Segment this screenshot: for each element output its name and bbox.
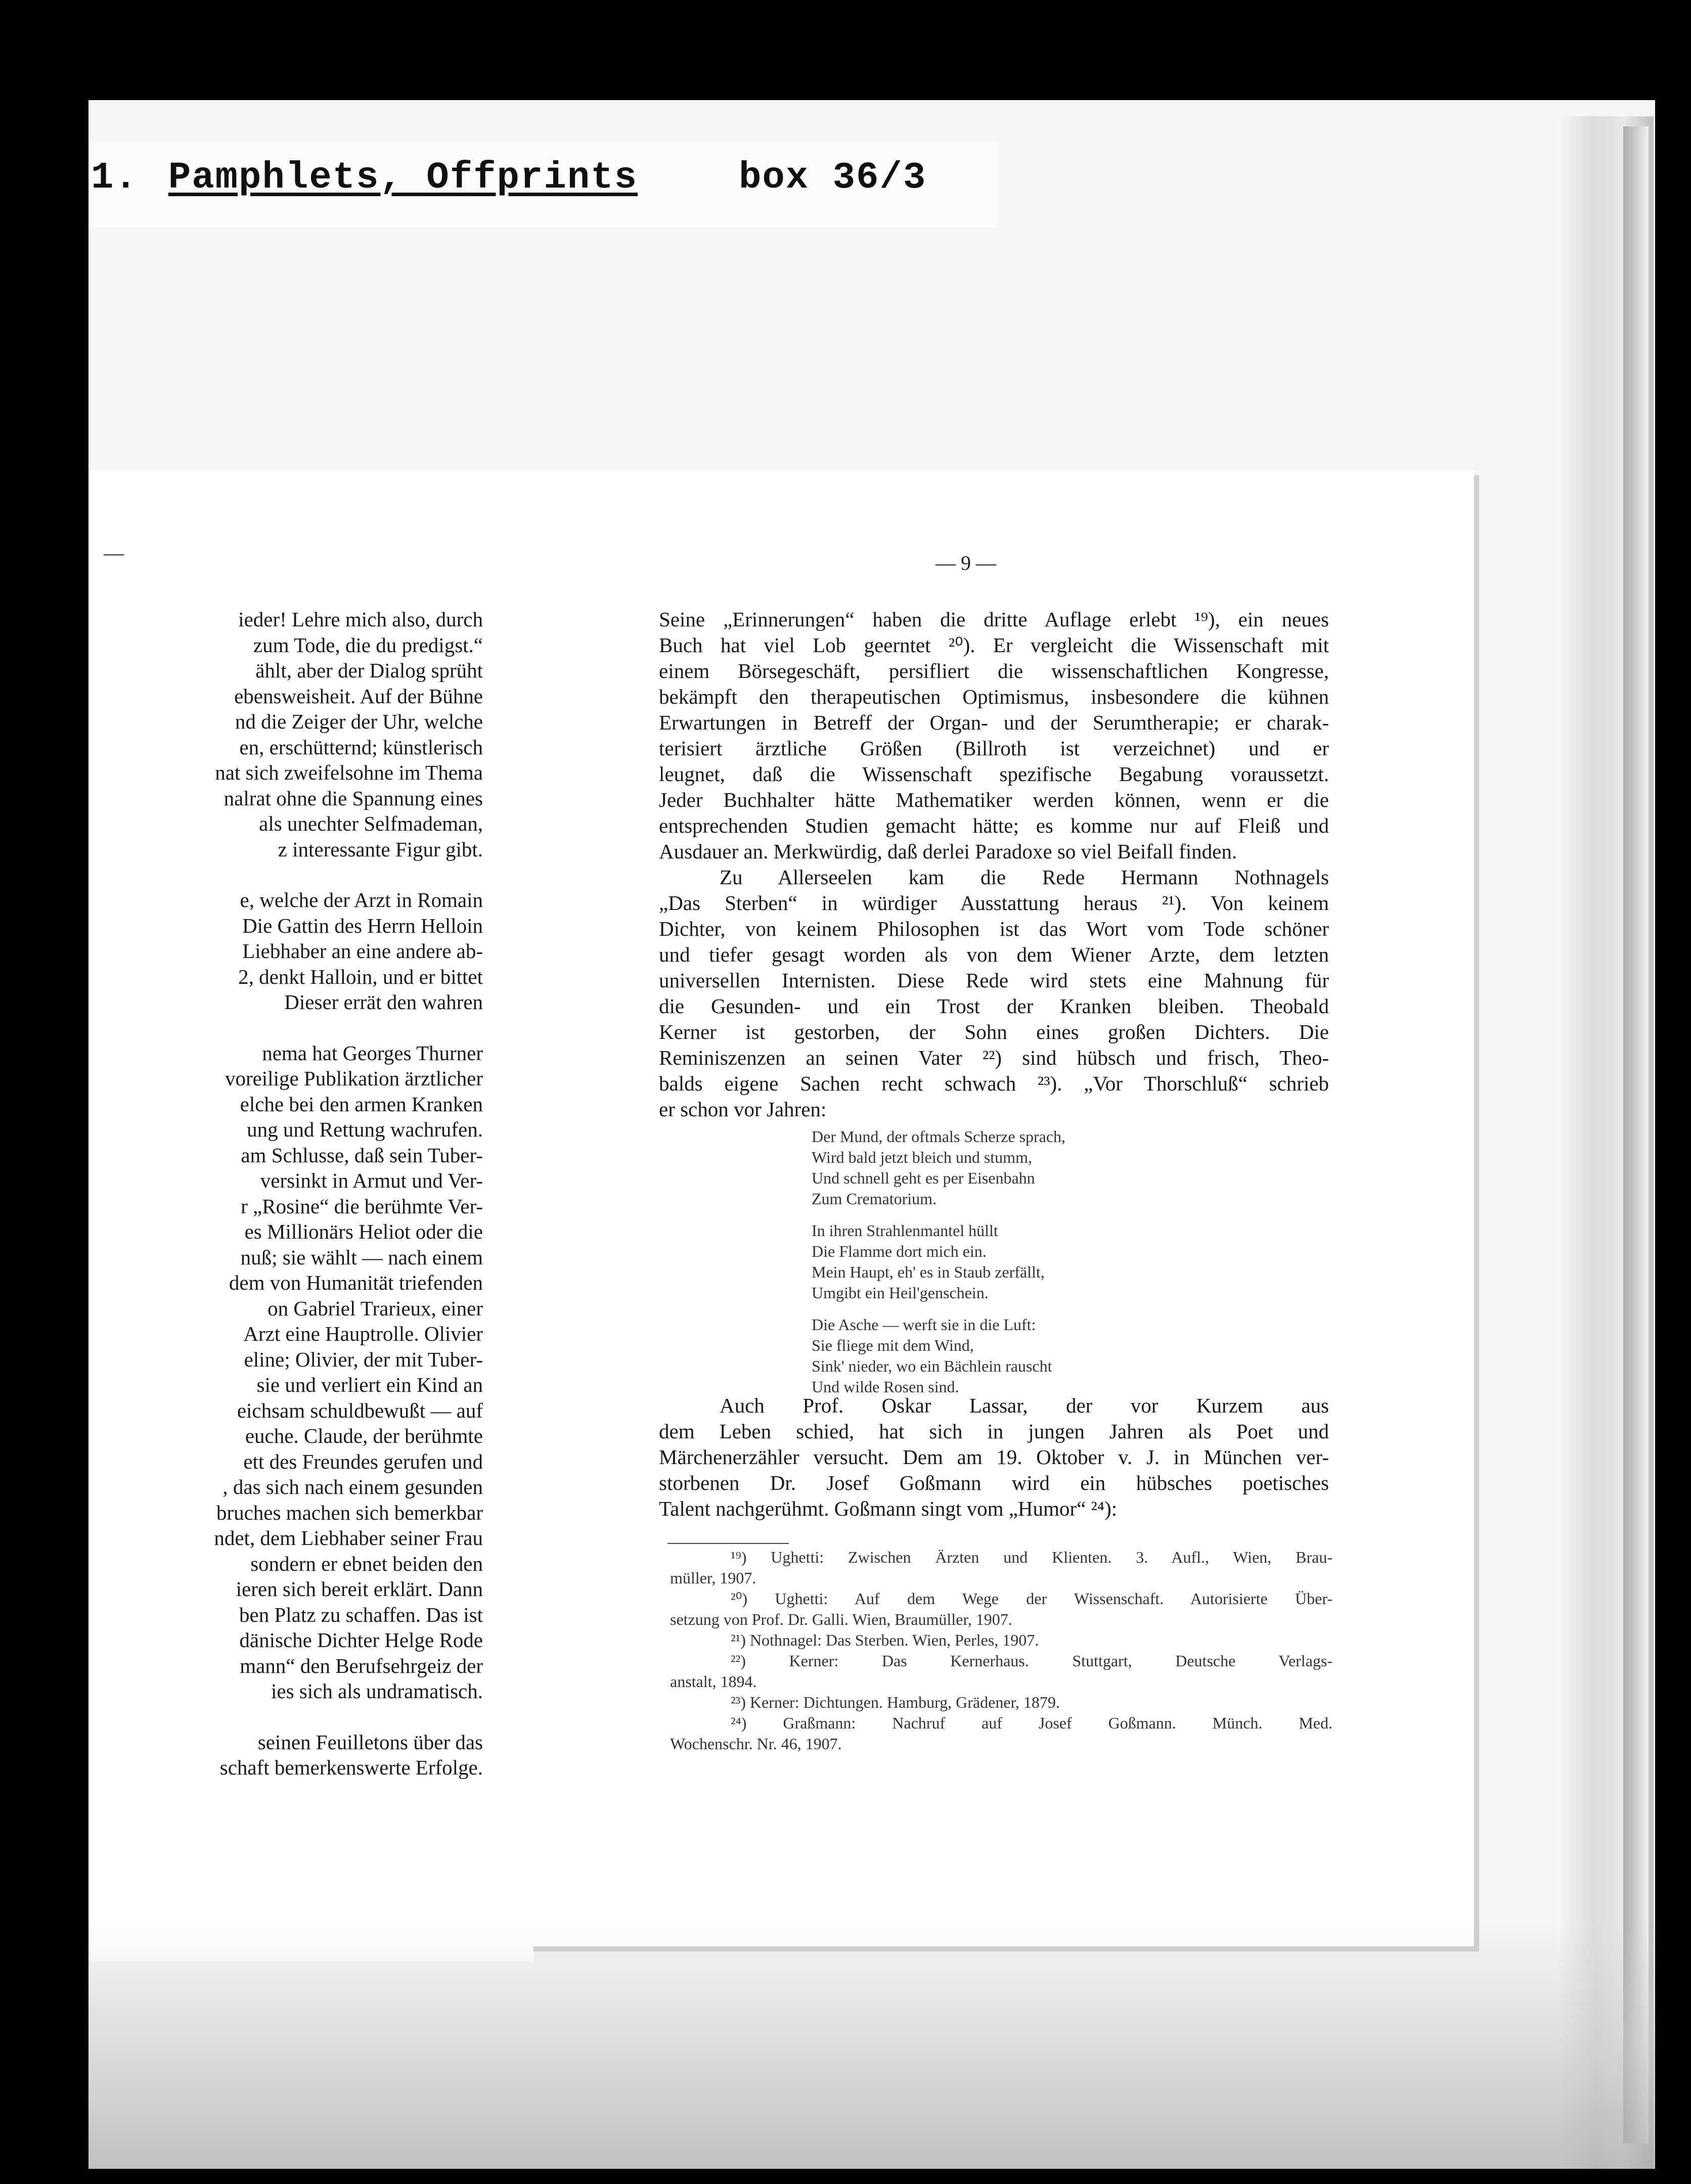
left-page-line: on Gabriel Trarieux, einer: [268, 1296, 483, 1320]
left-page-line: als unechter Selfmademan,: [259, 812, 483, 835]
left-page-line: nalrat ohne die Spannung eines: [224, 786, 483, 810]
body-line: „Das Sterben“ in würdiger Ausstattung heraus ²¹). Von keinem: [659, 891, 1329, 915]
poem-line: Die Flamme dort mich ein.: [812, 1242, 987, 1260]
footnote-line: setzung von Prof. Dr. Galli. Wien, Braumüller, 1907.: [670, 1610, 1012, 1628]
body-line: leugnet, daß die Wissenschaft spezifische Begabung voraussetzt.: [659, 762, 1329, 786]
footnotes: [670, 1547, 1332, 1754]
poem-line: Umgibt ein Heil'genschein.: [812, 1284, 989, 1302]
left-page-line: am Schlusse, daß sein Tuber-: [241, 1143, 483, 1167]
body-line: Buch hat viel Lob geerntet ²⁰). Er vergleicht die Wissenschaft mit: [659, 633, 1329, 657]
poem-line: Mein Haupt, eh' es in Staub zerfällt,: [812, 1263, 1045, 1281]
body-text-continued: [659, 1393, 1329, 1522]
left-page-line: Arzt eine Hauptrolle. Olivier: [243, 1322, 483, 1345]
body-line: Ausdauer an. Merkwürdig, daß derlei Paradoxe so viel Beifall finden.: [659, 840, 1237, 863]
label-title: Pamphlets, Offprints: [168, 157, 638, 199]
left-page-line: elche bei den armen Kranken: [240, 1092, 483, 1116]
left-page-line: [94, 1704, 483, 1730]
poem-stanza: [812, 1314, 1065, 1397]
left-page-line: nuß; sie wählt — nach einem: [240, 1245, 483, 1269]
body-line: er schon vor Jahren:: [659, 1098, 827, 1121]
body-line: balds eigene Sachen recht schwach ²³). „Vor Thorschluß“ schrieb: [659, 1072, 1329, 1095]
body-line: Seine „Erinnerungen“ haben die dritte Auflage erlebt ¹⁹), ein neues: [659, 608, 1329, 631]
poem-line: Sink' nieder, wo ein Bächlein rauscht: [812, 1357, 1052, 1375]
left-page-line: ies sich als undramatisch.: [271, 1679, 483, 1703]
footnote-line: anstalt, 1894.: [670, 1672, 757, 1691]
left-page-line: eichsam schuldbewußt — auf: [237, 1398, 483, 1422]
poem-line: Und schnell geht es per Eisenbahn: [812, 1169, 1035, 1187]
body-line: Erwartungen in Betreff der Organ- und der Serumtherapie; er charak-: [659, 711, 1329, 734]
left-page-line: [94, 1015, 483, 1040]
left-page-line: z interessante Figur gibt.: [278, 837, 483, 861]
body-line: einem Börsegeschäft, persifliert die wissenschaftlichen Kongresse,: [659, 659, 1329, 682]
poem-line: Wird bald jetzt bleich und stumm,: [812, 1148, 1032, 1166]
left-page-line: ebensweisheit. Auf der Bühne: [234, 684, 483, 708]
poem-line: Die Asche — werft sie in die Luft:: [812, 1315, 1036, 1334]
poem-stanza: [812, 1220, 1065, 1303]
left-page-line: e, welche der Arzt in Romain: [240, 888, 483, 912]
body-line: universellen Internisten. Diese Rede wird stets eine Mahnung für: [659, 969, 1329, 992]
left-page-line: bruches machen sich bemerkbar: [216, 1500, 483, 1524]
body-text: [659, 607, 1329, 1122]
left-page-line: sondern er ebnet beiden den: [250, 1552, 483, 1575]
label-box: box 36/3: [738, 157, 927, 199]
left-page-line: Die Gattin des Herrn Helloin: [242, 914, 483, 937]
body-line: Auch Prof. Oskar Lassar, der vor Kurzem aus: [720, 1394, 1329, 1417]
left-page-line: es Millionärs Heliot oder die: [244, 1220, 483, 1243]
body-line: die Gesunden- und ein Trost der Kranken bleiben. Theobald: [659, 994, 1329, 1018]
body-line: entsprechenden Studien gemacht hätte; es komme nur auf Fleiß und: [659, 814, 1329, 837]
left-page-line: ieren sich bereit erklärt. Dann: [236, 1577, 483, 1601]
poem-line: Sie fliege mit dem Wind,: [812, 1336, 974, 1354]
footnote-line: ²³) Kerner: Dichtungen. Hamburg, Grädener, 1879.: [731, 1693, 1060, 1711]
left-page-line: ett des Freundes gerufen und: [243, 1449, 483, 1473]
left-page-line: nema hat Georges Thurner: [262, 1041, 483, 1065]
left-page-line: dänische Dichter Helge Rode: [239, 1628, 483, 1652]
label-number: 1.: [91, 157, 138, 199]
left-page-line: Dieser errät den wahren: [284, 990, 483, 1014]
body-line: Zu Allerseelen kam die Rede Hermann Nothnagels: [720, 866, 1329, 889]
left-page-line: seinen Feuilletons über das: [257, 1730, 483, 1754]
body-line: terisiert ärztliche Größen (Billroth ist verzeichnet) und er: [659, 737, 1329, 760]
body-line: storbenen Dr. Josef Goßmann wird ein hübsches poetisches: [659, 1471, 1329, 1494]
board-edge: [1623, 126, 1649, 2144]
poem-line: Und wilde Rosen sind.: [812, 1378, 959, 1396]
left-page-line: eline; Olivier, der mit Tuber-: [244, 1347, 483, 1371]
footnote-line: ¹⁹) Ughetti: Zwischen Ärzten und Klienten. 3. Aufl., Wien, Brau-: [731, 1548, 1332, 1566]
left-page-line: en, erschütternd; künstlerisch: [239, 735, 483, 759]
left-page-line: 2, denkt Halloin, und er bittet: [238, 965, 483, 988]
left-page-line: dem von Humanität triefenden: [229, 1271, 483, 1294]
left-page-line: ieder! Lehre mich also, durch: [238, 608, 483, 631]
left-page-line: voreilige Publikation ärztlicher: [225, 1067, 483, 1090]
body-line: Märchenerzähler versucht. Dem am 19. Oktober v. J. in München ver-: [659, 1445, 1329, 1469]
left-page-line: mann“ den Berufsehrgeiz der: [240, 1654, 483, 1677]
left-page-line: ählt, aber der Dialog sprüht: [255, 659, 483, 682]
body-line: dem Leben schied, hat sich in jungen Jahren als Poet und: [659, 1420, 1329, 1443]
board-bottom-shade: [88, 1921, 1655, 2169]
left-page-line: euche. Claude, der berühmte: [245, 1424, 483, 1447]
left-page-line: schaft bemerkenswerte Erfolge.: [219, 1756, 483, 1779]
footnote-rule: [668, 1543, 789, 1544]
body-line: und tiefer gesagt worden als von dem Wiener Arzte, dem letzten: [659, 943, 1329, 966]
poem: [812, 1126, 1065, 1408]
archive-label: [91, 157, 926, 199]
body-line: Reminiszenzen an seinen Vater ²²) sind hübsch und frisch, Theo-: [659, 1046, 1329, 1069]
left-page-line: ndet, dem Liebhaber seiner Frau: [214, 1526, 483, 1550]
left-page-line: , das sich nach einem gesunden: [223, 1475, 483, 1498]
footnote-line: ²²) Kerner: Das Kernerhaus. Stuttgart, Deutsche Verlags-: [731, 1652, 1332, 1670]
left-page-line: [94, 862, 483, 887]
left-page-line: nat sich zweifelsohne im Thema: [215, 761, 483, 784]
poem-line: Der Mund, der oftmals Scherze sprach,: [812, 1127, 1066, 1146]
left-page-dash: —: [104, 541, 124, 564]
footnote-line: ²⁴) Graßmann: Nachruf auf Josef Goßmann. Münch. Med.: [731, 1714, 1332, 1732]
left-page-line: zum Tode, die du predigst.“: [253, 633, 483, 657]
body-line: Talent nachgerühmt. Goßmann singt vom „Humor“ ²⁴):: [659, 1497, 1118, 1520]
left-page-line: sie und verliert ein Kind an: [256, 1373, 483, 1396]
body-line: bekämpft den therapeutischen Optimismus, insbesondere die kühnen: [659, 685, 1329, 708]
body-line: Dichter, von keinem Philosophen ist das Wort vom Tode schöner: [659, 917, 1329, 940]
left-page-line: nd die Zeiger der Uhr, welche: [235, 710, 483, 733]
footnote-line: Wochenschr. Nr. 46, 1907.: [670, 1735, 842, 1753]
body-line: Jeder Buchhalter hätte Mathematiker werden können, wenn er die: [659, 788, 1329, 811]
poem-stanza: [812, 1126, 1065, 1209]
left-page-line: r „Rosine“ die berühmte Ver-: [241, 1194, 483, 1218]
left-page-line: Liebhaber an eine andere ab-: [242, 939, 483, 963]
footnote-line: ²⁰) Ughetti: Auf dem Wege der Wissenschaft. Autorisierte Über-: [731, 1589, 1332, 1608]
poem-line: In ihren Strahlenmantel hüllt: [812, 1221, 998, 1240]
footnote-line: ²¹) Nothnagel: Das Sterben. Wien, Perles, 1907.: [731, 1631, 1039, 1649]
left-page-text: [94, 607, 483, 1781]
poem-line: Zum Crematorium.: [812, 1190, 937, 1208]
footnote-line: müller, 1907.: [670, 1569, 757, 1587]
left-page-line: ung und Rettung wachrufen.: [247, 1118, 483, 1141]
body-line: Kerner ist gestorben, der Sohn eines großen Dichters. Die: [659, 1020, 1329, 1043]
left-page-line: ben Platz zu schaffen. Das ist: [239, 1603, 483, 1626]
page-number: — 9 —: [936, 552, 996, 574]
left-page-line: versinkt in Armut und Ver-: [260, 1169, 483, 1192]
left-page: [88, 470, 533, 1962]
